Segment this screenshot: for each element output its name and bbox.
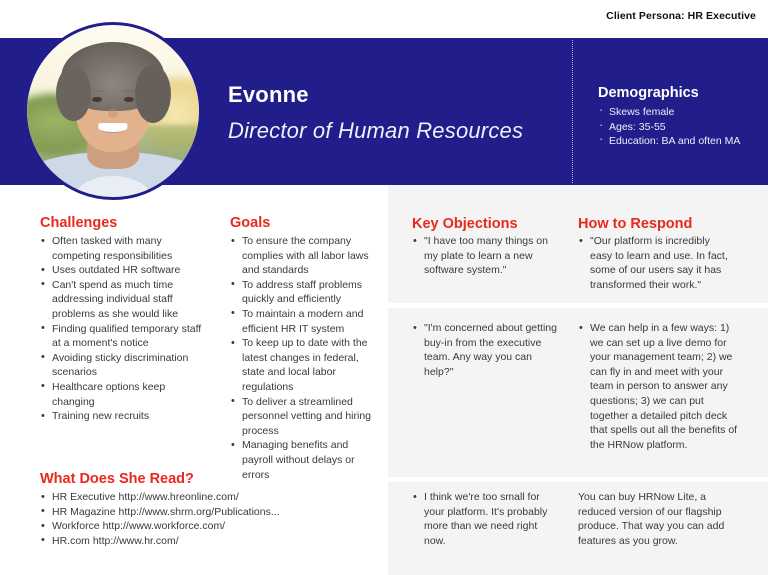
list-item: · Ages: 35-55 [598, 120, 762, 135]
photo-eyebrow-left [90, 90, 104, 93]
response-text-1: • "Our platform is incredibly easy to learn and use. In fact, some of our users say it has transformed their work." [578, 234, 730, 292]
list-item: • HR Magazine http://www.shrm.org/Publications... [40, 505, 370, 520]
response-cell-3 [578, 490, 738, 548]
list-item: • To address staff problems quickly and efficiently [230, 278, 380, 307]
photo-nose [108, 109, 118, 118]
reading-list [40, 490, 370, 548]
panel-separator-2 [388, 477, 768, 482]
list-item: • To keep up to date with the latest changes in federal, state and local labor regulations [230, 336, 380, 394]
objection-cell-3 [412, 490, 560, 548]
avatar-photo [27, 25, 199, 197]
goals-list [230, 234, 380, 482]
banner-vertical-divider [572, 40, 573, 183]
objection-text-1: • "I have too many things on my plate to learn a new software system." [412, 234, 560, 278]
list-item: • Training new recruits [40, 409, 205, 424]
list-item: • Avoiding sticky discrimination scenarios [40, 351, 205, 380]
response-text-2: • We can help in a few ways: 1) we can set up a live demo for your management team; 2) we can fly in and meet with your team in person to answer any questions; 3) we can put together a detailed pitch deck that spells out all the benefits of the HRNow platform. [578, 321, 738, 452]
key-objections-title: Key Objections [412, 216, 518, 232]
challenges-column [40, 215, 205, 424]
list-item: • Can't spend as much time addressing individual staff problems as she would like [40, 278, 205, 322]
objection-cell-2 [412, 321, 560, 379]
objection-text-3: • I think we're too small for your platform. It's probably more than we need right now. [412, 490, 560, 548]
demographics-block [598, 85, 762, 149]
list-item: · Education: BA and often MA [598, 134, 762, 149]
list-item: · Skews female [598, 105, 762, 120]
list-item: • Managing benefits and payroll without delays or errors [230, 438, 380, 482]
list-item: • Healthcare options keep changing [40, 380, 205, 409]
reading-title: What Does She Read? [40, 471, 194, 487]
list-item: • Workforce http://www.workforce.com/ [40, 519, 370, 534]
list-item: • HR.com http://www.hr.com/ [40, 534, 370, 549]
client-persona-tag: Client Persona: HR Executive [606, 10, 756, 22]
demographics-list [598, 105, 762, 149]
photo-hair-left [56, 66, 90, 121]
goals-column [230, 215, 380, 482]
reading-column [40, 471, 370, 548]
panel-separator-1 [388, 303, 768, 308]
persona-role: Director of Human Resources [228, 118, 524, 143]
response-cell-2 [578, 321, 738, 452]
challenges-title: Challenges [40, 215, 118, 231]
list-item: • To deliver a streamlined personnel vetting and hiring process [230, 395, 380, 439]
list-item: • HR Executive http://www.hreonline.com/ [40, 490, 370, 505]
list-item: • Finding qualified temporary staff at a moment's notice [40, 322, 205, 351]
response-cell-1 [578, 234, 730, 292]
list-item: • To maintain a modern and efficient HR IT system [230, 307, 380, 336]
goals-title: Goals [230, 215, 271, 231]
list-item: • Uses outdated HR software [40, 263, 205, 278]
demographics-title: Demographics [598, 85, 699, 101]
objection-text-2: • "I'm concerned about getting buy-in from the executive team. Any way you can help?" [412, 321, 560, 379]
list-item: • Often tasked with many competing responsibilities [40, 234, 205, 263]
persona-name: Evonne [228, 82, 309, 107]
how-to-respond-title: How to Respond [578, 216, 693, 232]
list-item: • To ensure the company complies with all labor laws and standards [230, 234, 380, 278]
objection-cell-1 [412, 234, 560, 278]
response-text-3: You can buy HRNow Lite, a reduced version of our flagship produce. That way you can add features as you grow. [578, 491, 725, 547]
avatar [24, 22, 202, 200]
challenges-list [40, 234, 205, 424]
